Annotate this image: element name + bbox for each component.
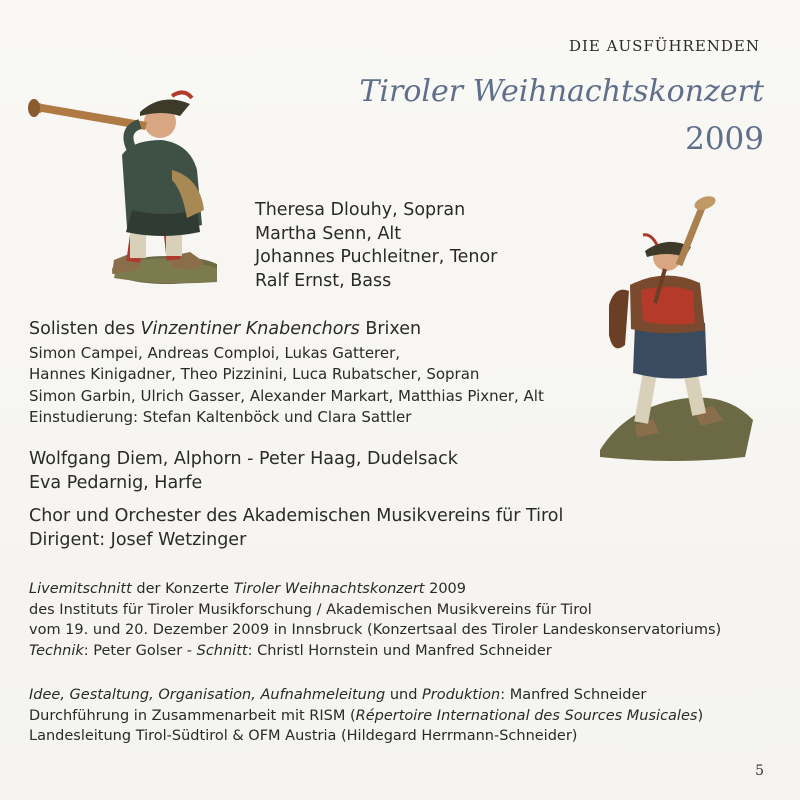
recording-term: Livemitschnitt	[29, 581, 132, 597]
recording-year: 2009	[424, 581, 466, 597]
recording-line: vom 19. und 20. Dezember 2009 in Innsbruck (Konzertsaal des Tiroler Landeskonservatoriums)	[29, 622, 722, 638]
choir-member-line: Einstudierung: Stefan Kaltenböck und Clara Sattler	[29, 408, 412, 426]
orchestra-block	[29, 505, 563, 552]
soloists-block	[255, 199, 497, 293]
cooperation-end: )	[697, 707, 704, 724]
choir-heading-suffix: Brixen	[359, 319, 422, 339]
instrumentalist-line: Wolfgang Diem, Alphorn - Peter Haag, Dudelsack	[29, 449, 458, 469]
instrumentalist-line: Eva Pedarnig, Harfe	[29, 472, 203, 493]
choir-soloists-block	[29, 318, 544, 429]
instrumentalists-block	[29, 448, 458, 495]
recording-text: der Konzerte	[131, 581, 234, 597]
soloist-line: Martha Senn, Alt	[255, 223, 402, 244]
choir-members	[29, 343, 544, 429]
technik-label: Technik	[29, 642, 84, 659]
soloist-line: Theresa Dlouhy, Sopran	[255, 200, 466, 220]
soloist-line: Ralf Ernst, Bass	[255, 270, 392, 291]
technical-credits-line	[29, 641, 721, 662]
schnitt-label: Schnitt	[196, 642, 248, 659]
rism-name: Répertoire International des Sources Musicales	[355, 707, 698, 724]
choir-member-line: Hannes Kinigadner, Theo Pizzinini, Luca Rubatscher, Sopran	[29, 365, 480, 383]
production-role: Produktion	[422, 687, 501, 703]
page-title-year: 2009	[685, 121, 764, 157]
section-kicker: DIE AUSFÜHRENDEN	[568, 37, 760, 55]
horn-player-figure	[22, 60, 217, 290]
page-number: 5	[755, 763, 764, 779]
soloist-line: Johannes Puchleitner, Tenor	[255, 247, 498, 267]
cooperation-text: Durchführung in Zusammenarbeit mit RISM (	[29, 707, 356, 724]
cooperation-line	[29, 706, 703, 727]
bagpipe-player-figure	[595, 195, 755, 465]
production-line	[29, 685, 703, 706]
producer-name: : Manfred Schneider	[500, 687, 647, 703]
production-roles: Idee, Gestaltung, Organisation, Aufnahmeleitung	[29, 687, 386, 703]
production-text: und	[385, 687, 423, 703]
orchestra-line: Chor und Orchester des Akademischen Musikvereins für Tirol	[29, 506, 564, 526]
choir-member-line: Simon Garbin, Ulrich Gasser, Alexander Markart, Matthias Pixner, Alt	[29, 386, 544, 405]
recording-line	[29, 579, 721, 600]
choir-heading	[29, 318, 544, 342]
recording-line: des Instituts für Tiroler Musikforschung / Akademischen Musikvereins für Tirol	[29, 601, 592, 618]
concert-name: Tiroler Weihnachtskonzert	[233, 581, 425, 597]
production-credits	[29, 685, 703, 747]
leadership-line: Landesleitung Tirol-Südtirol & OFM Austria (Hildegard Herrmann-Schneider)	[29, 728, 578, 744]
schnitt-value: : Christl Hornstein und Manfred Schneider	[247, 642, 552, 659]
page-title: Tiroler Weihnachtskonzert	[359, 74, 764, 109]
choir-member-line: Simon Campei, Andreas Comploi, Lukas Gatterer,	[29, 343, 401, 362]
choir-name: Vinzentiner Knabenchors	[140, 319, 360, 339]
conductor-line: Dirigent: Josef Wetzinger	[29, 529, 247, 550]
choir-heading-prefix: Solisten des	[29, 319, 141, 339]
recording-credits	[29, 579, 721, 661]
technik-value: : Peter Golser -	[83, 642, 197, 659]
